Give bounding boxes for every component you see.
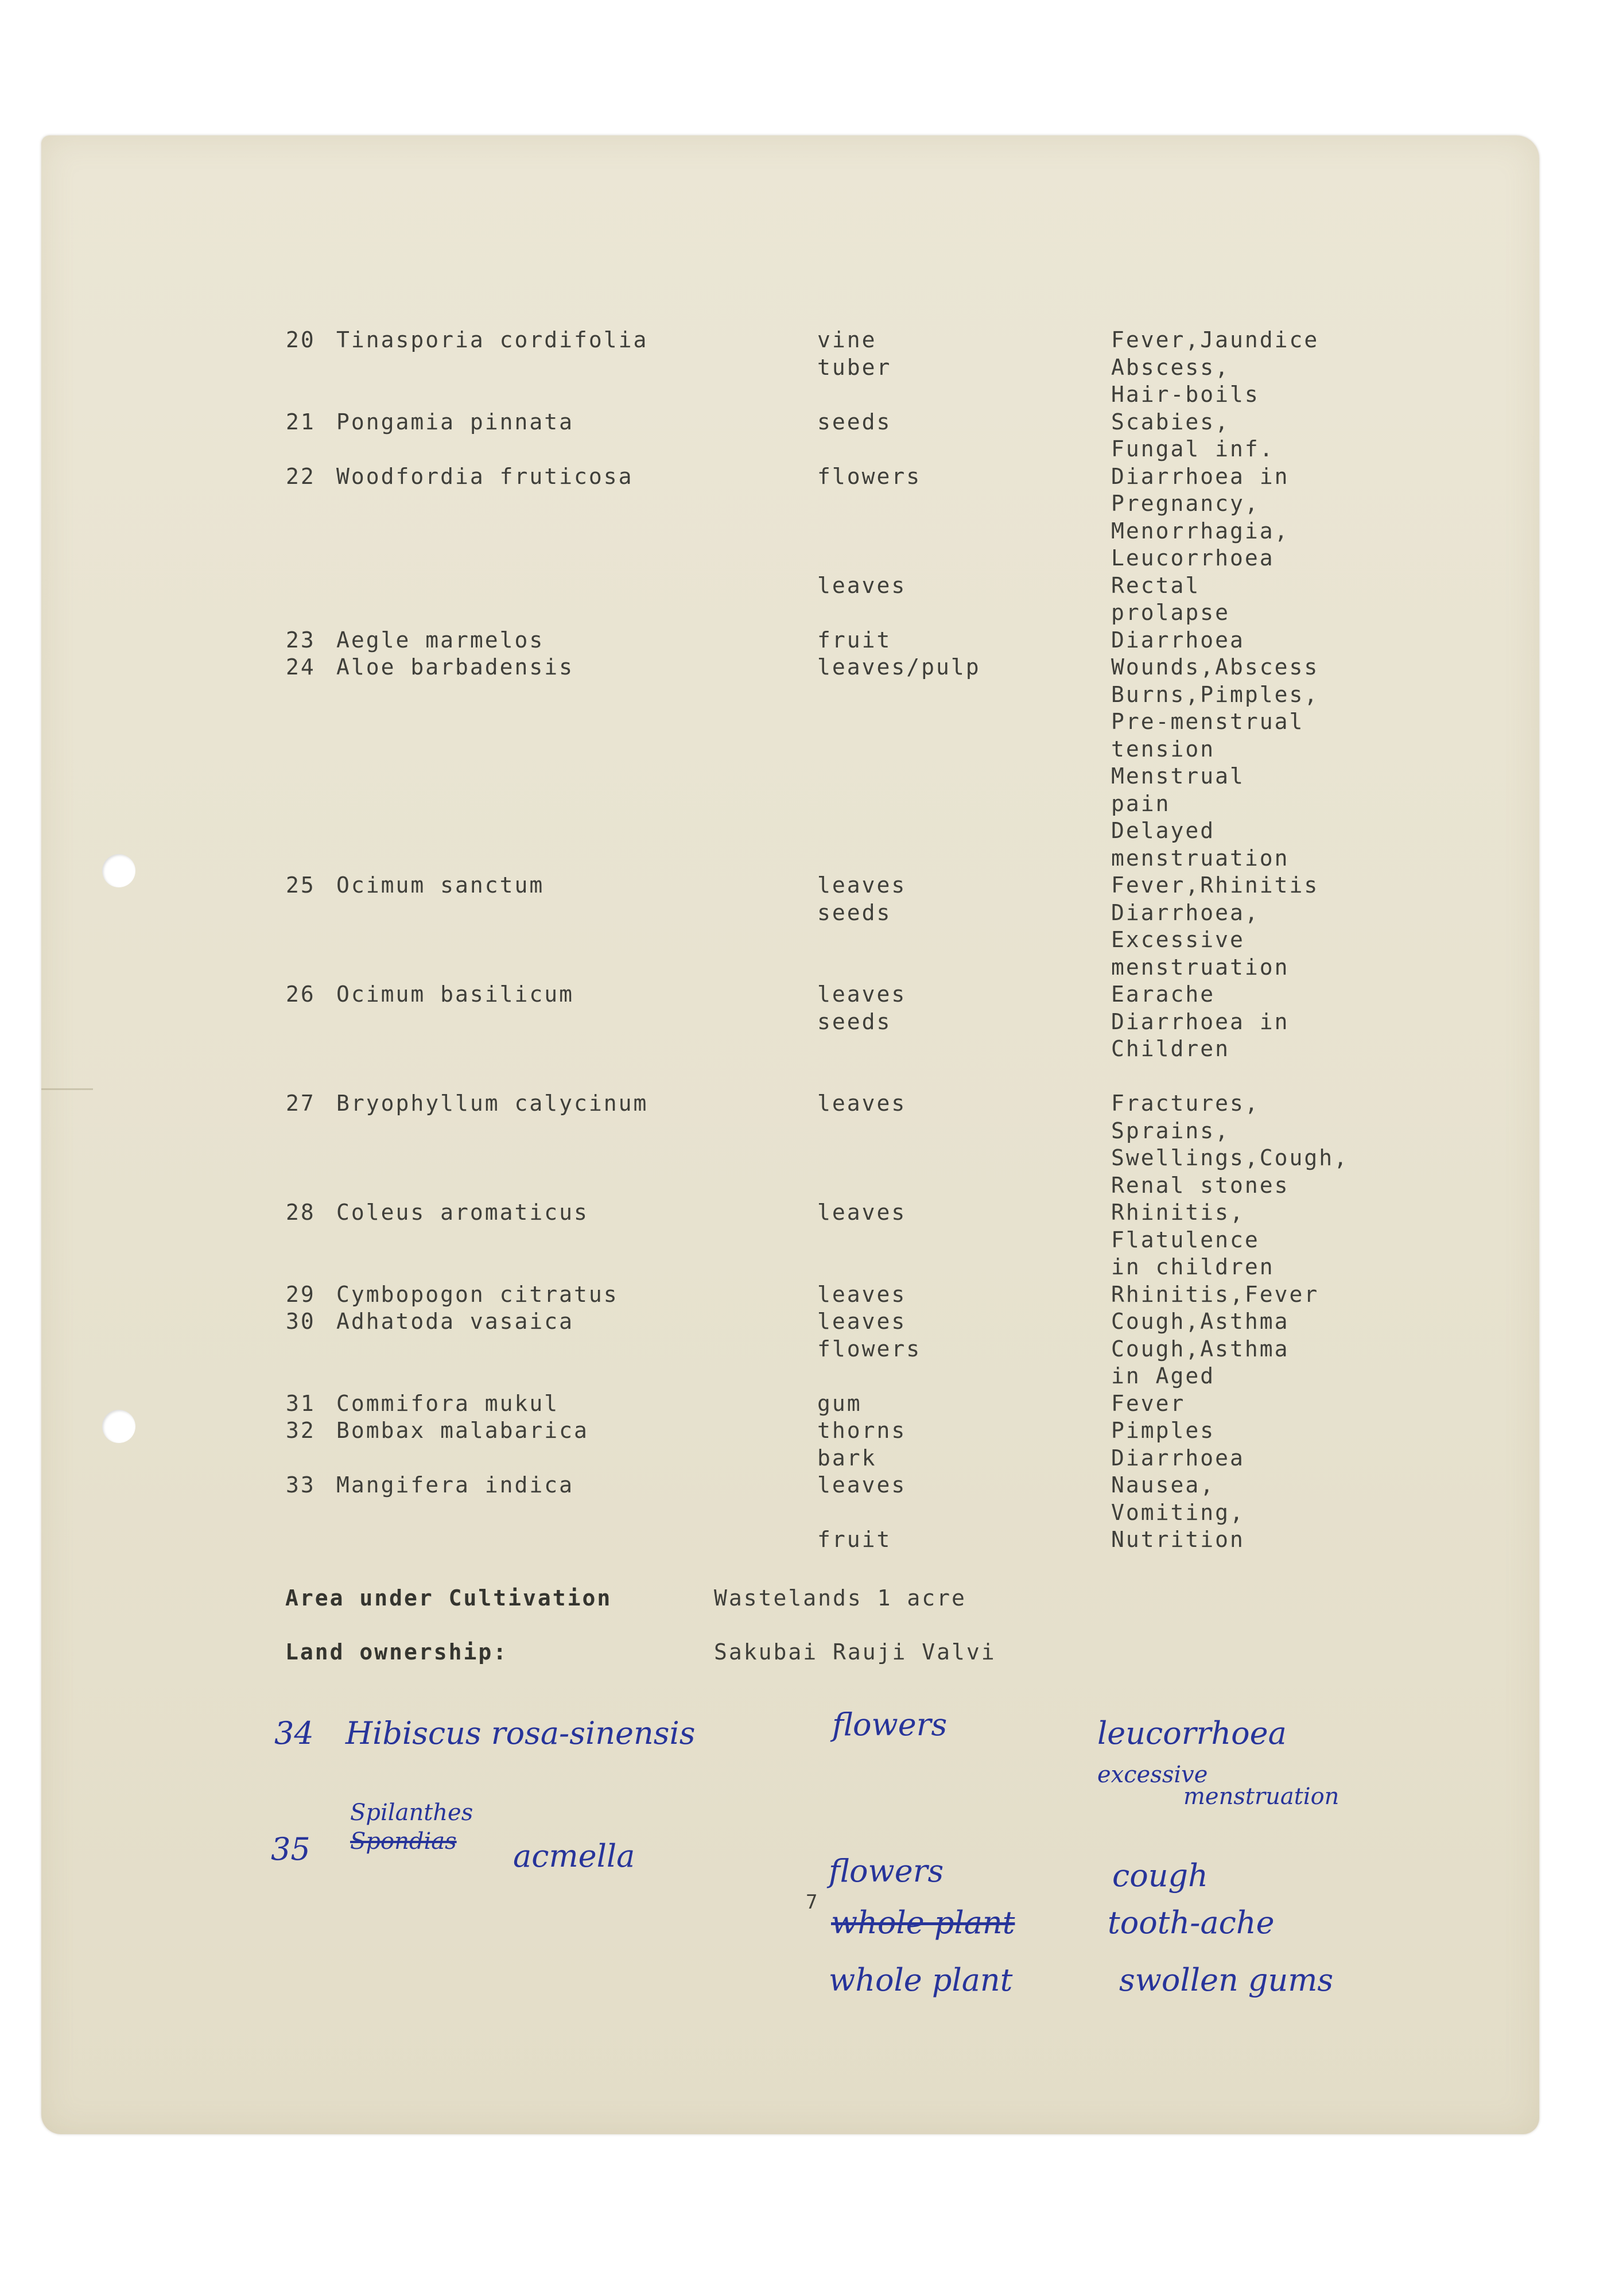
medicinal-use: Pre-menstrual [1111,709,1304,734]
plant-name: Ocimum basilicum [336,982,574,1007]
row-number: 31 [286,1390,316,1416]
medicinal-use: Menstrual [1111,763,1245,789]
medicinal-use: Sprains, [1111,1118,1230,1143]
plant-name: Tinasporia cordifolia [336,327,649,352]
hand-row-34-use-3: menstruation [1183,1783,1339,1810]
plant-name: Bryophyllum calycinum [336,1091,649,1116]
paper-crease [41,1088,93,1090]
medicinal-use: Abscess, [1111,354,1230,380]
plant-part: leaves/pulp [817,654,981,680]
plant-part: flowers [817,1336,922,1362]
hand-row-35-part-3: whole plant [829,1962,1013,1998]
plant-part: fruit [817,1527,892,1552]
medicinal-use: Nausea, [1111,1472,1216,1498]
medicinal-use: Scabies, [1111,409,1230,435]
hand-row-35-use-1: cough [1112,1857,1208,1894]
medicinal-use: Diarrhoea in [1111,1009,1290,1034]
plant-part: leaves [817,572,907,598]
medicinal-use: Rhinitis, [1111,1200,1245,1225]
medicinal-use: in children [1111,1254,1275,1279]
plant-part: vine [817,327,877,352]
row-number: 22 [286,463,316,489]
plant-part: fruit [817,627,892,653]
medicinal-use: Swellings,Cough, [1111,1145,1349,1170]
medicinal-use: pain [1111,790,1171,816]
row-number: 27 [286,1091,316,1116]
medicinal-use: Rhinitis,Fever [1111,1281,1319,1307]
medicinal-use: Delayed [1111,818,1216,843]
medicinal-use: tension [1111,736,1216,762]
medicinal-use: in Aged [1111,1363,1216,1389]
plant-part: thorns [817,1418,907,1443]
medicinal-use: Fractures, [1111,1091,1260,1116]
row-number: 21 [286,409,316,435]
hand-row-35-use-3: swollen gums [1119,1962,1334,1998]
plant-part: leaves [817,1091,907,1116]
medicinal-use: Cough,Asthma [1111,1309,1290,1334]
land-ownership-value: Sakubai Rauji Valvi [714,1639,996,1665]
medicinal-use: Fever,Jaundice [1111,327,1319,352]
plant-part: leaves [817,872,907,898]
medicinal-use: Fever,Rhinitis [1111,872,1319,898]
plant-part: flowers [817,463,922,489]
hand-row-35-part-2-struck: whole plant [831,1905,1015,1941]
row-number: 28 [286,1200,316,1225]
medicinal-use: Rectal [1111,572,1201,598]
medicinal-use: Earache [1111,982,1216,1007]
medicinal-use: Pregnancy, [1111,491,1260,516]
medicinal-use: Flatulence [1111,1227,1260,1252]
row-number: 30 [286,1309,316,1334]
medicinal-use: Fever [1111,1390,1186,1416]
row-number: 29 [286,1281,316,1307]
plant-name: Cymbopogon citratus [336,1281,619,1307]
row-number: 24 [286,654,316,680]
medicinal-use: Hair-boils [1111,382,1260,407]
plant-name: Mangifera indica [336,1472,574,1498]
medicinal-use: Diarrhoea [1111,627,1245,653]
plant-part: leaves [817,1472,907,1498]
medicinal-use: Excessive [1111,927,1245,952]
hand-row-35-species: acmella [513,1838,635,1874]
medicinal-use: Leucorrhoea [1111,545,1275,571]
plant-name: Woodfordia fruticosa [336,463,634,489]
plant-name: Adhatoda vasaica [336,1309,574,1334]
medicinal-use: Diarrhoea [1111,1445,1245,1471]
plant-name: Aloe barbadensis [336,654,574,680]
row-number: 26 [286,982,316,1007]
punch-hole-bottom [102,1410,135,1443]
medicinal-use: Menorrhagia, [1111,518,1290,544]
plant-part: tuber [817,354,892,380]
plant-name: Ocimum sanctum [336,872,545,898]
plant-part: leaves [817,1200,907,1225]
medicinal-use: Fungal inf. [1111,436,1275,461]
medicinal-use: Nutrition [1111,1527,1245,1552]
medicinal-use: Cough,Asthma [1111,1336,1290,1362]
plant-part: seeds [817,1009,892,1034]
medicinal-use: Diarrhoea in [1111,463,1290,489]
hand-row-35-number: 35 [271,1831,310,1867]
medicinal-use: Burns,Pimples, [1111,681,1319,707]
hand-row-35-part-1: flowers [829,1853,944,1889]
plant-name: Commifora mukul [336,1390,560,1416]
hand-row-35-use-2: tooth-ache [1108,1905,1275,1941]
medicinal-use: Wounds,Abscess [1111,654,1319,680]
area-value: Wastelands 1 acre [714,1585,966,1611]
hand-row-34-number: 34 [274,1715,314,1751]
row-number: 25 [286,872,316,898]
page-number: 7 [806,1891,820,1914]
hand-row-34-name: Hibiscus rosa-sinensis [345,1715,696,1751]
land-ownership-label: Land ownership: [285,1639,508,1665]
plant-part: leaves [817,1309,907,1334]
row-number: 23 [286,627,316,653]
row-number: 32 [286,1418,316,1443]
medicinal-use: Vomiting, [1111,1499,1245,1525]
medicinal-use: Renal stones [1111,1172,1290,1198]
plant-name: Bombax malabarica [336,1418,589,1443]
plant-part: seeds [817,409,892,435]
medicinal-use: menstruation [1111,954,1290,980]
area-label: Area under Cultivation [285,1585,612,1611]
hand-row-34-use-2: excessive [1097,1762,1208,1788]
plant-part: leaves [817,982,907,1007]
plant-name: Aegle marmelos [336,627,545,653]
hand-row-34-use-1: leucorrhoea [1097,1715,1287,1751]
row-number: 33 [286,1472,316,1498]
medicinal-use: prolapse [1111,600,1230,625]
paper-sheet [41,135,1539,2134]
hand-row-35-struck-genus: Spondias [350,1828,457,1855]
plant-part: bark [817,1445,877,1471]
medicinal-use: Children [1111,1036,1230,1061]
plant-part: gum [817,1390,862,1416]
medicinal-use: Pimples [1111,1418,1216,1443]
medicinal-use: Diarrhoea, [1111,899,1260,925]
punch-hole-top [102,854,135,887]
hand-row-35-genus: Spilanthes [350,1799,473,1826]
medicinal-use: menstruation [1111,845,1290,871]
plant-name: Pongamia pinnata [336,409,574,435]
row-number: 20 [286,327,316,352]
plant-name: Coleus aromaticus [336,1200,589,1225]
hand-row-34-part: flowers [832,1707,948,1743]
plant-part: leaves [817,1281,907,1307]
plant-part: seeds [817,899,892,925]
